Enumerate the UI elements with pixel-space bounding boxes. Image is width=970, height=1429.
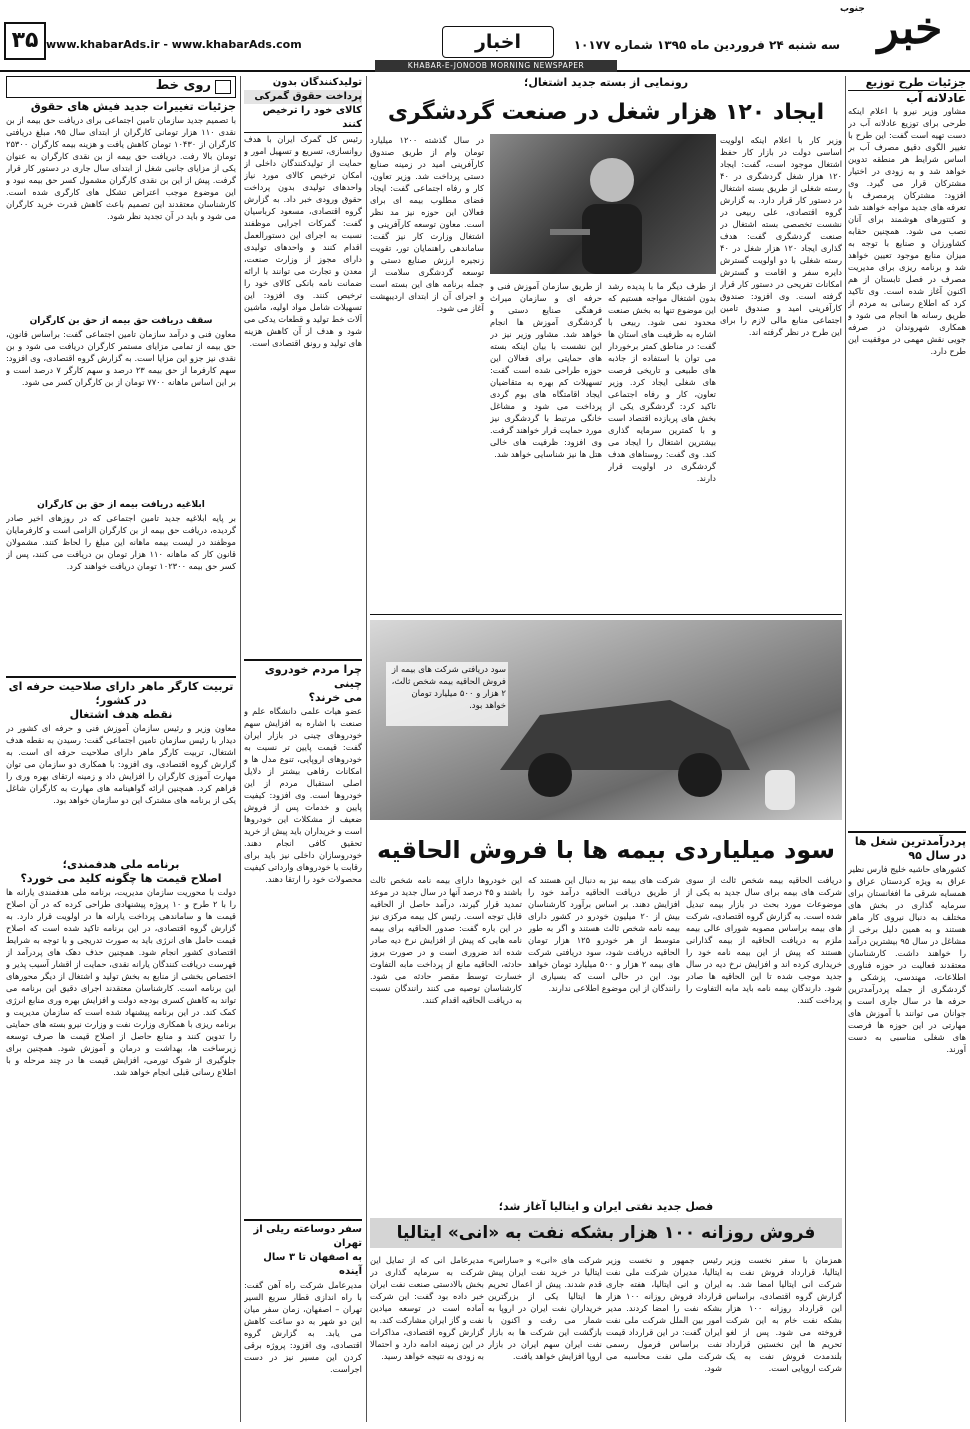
right-col-body-2: کشورهای حاشیه خلیج فارس نظیر عراق به ویژه کردستان عراق و همسایه شرقی ما افغانستان برای سرمایه گذاری در بخش های مختلف به دنبال نیروی کار ماهر هستند و به همین دلیل برخی از مشاغل در سال ۹۵ بیشترین درآمد را خواهند داشت. کارشناسان معتقدند فعالیت در حوزه فناوری اطلاعات، مهندسی، پزشکی و گردشگری از جمله پردرآمدترین حرفه ها در سال جاری است و جوانان می توانند با آموزش های مهارتی در این حوزه ها فرصت های شغلی مناسبی به دست آورند. [848, 864, 966, 1054]
online-box-header [6, 76, 236, 98]
masthead-ribbon: KHABAR-E-JONOOB MORNING NEWSPAPER [375, 60, 617, 72]
column-divider [845, 76, 846, 1422]
column-divider [240, 76, 241, 1422]
website-urls[interactable]: www.khabarAds.ir - www.khabarAds.com [46, 38, 302, 51]
right-col-title-4: در سال ۹۵ [908, 849, 966, 862]
chinese-cars-title-2: می خرند؟ [308, 691, 362, 704]
skilled-worker-title-1: تربیت کارگر ماهر دارای صلاحیت حرفه ای در کشور؛ [6, 676, 236, 708]
payslip-subhead-1: سقف دریافت حق بیمه از حق بن کارگران [29, 316, 213, 326]
oil-body-col-4: مدیرعامل انی که از تمایل این شرکت به سرمایه گذاری در بخش بالادستی صنعت نفت ایران خبر داده بود گفت: این شرکت آماده است در توسعه میادین نفت و گاز ایران مشارکت کند. به گزارش گروه اقتصادی، مذاکرات در این زمینه ادامه دارد و احتمالا به زودی به نتیجه خواهد رسید. [370, 1255, 484, 1361]
chinese-cars-title-1: چرا مردم خودروی چینی [244, 659, 362, 691]
middle-column [244, 76, 362, 1422]
online-box-title: روی خط [155, 78, 211, 93]
page-number: ۳۵ [4, 22, 46, 60]
minister-photo [490, 134, 716, 274]
column-divider [366, 76, 367, 1422]
insurance-body-col-3: این خودروها دارای بیمه نامه شخص ثالث باشند و ۴۵ درصد آنها در سال جدید در موعد تمدید قرار گیرند، درآمد حاصل از الحاقیه قابل توجه است. رئیس کل بیمه مرکزی نیز در این باره گفت: صدور الحاقیه برای بیمه نامه هایی که پیش از افزایش نرخ دیه صادر شده اند ضروری است و در صورت بروز حادثه، الحاقیه مانع از پرداخت مابه التفاوت خسارت توسط مقصر حادثه می شود. کارشناسان توصیه می کنند رانندگان نسبت به دریافت الحاقیه اقدام کنند. [370, 875, 522, 1005]
rail-body: مدیرعامل شرکت راه آهن گفت: با راه اندازی قطار سریع السیر تهران – اصفهان، زمان سفر میان این دو شهر به دو ساعت کاهش می یابد. به گزارش گروه اقتصادی، وی افزود: پروژه برقی کردن این مسیر نیز در دست اجراست. [244, 1280, 362, 1374]
payslip-body-1: با تصمیم جدید سازمان تامین اجتماعی برای دریافت حق بیمه از بن نقدی ۱۱۰ هزار تومانی کارگران از ابتدای سال ۹۵، مبلغ دریافتی کارگران از ۱۰۴۳۰ تومان کاهش یافت و هزینه بیمه کارگران ۲۵۳۰۰ تومان بالا رفت. دریافت حق بیمه از بن نقدی کارگران به عنوان یکی از مزایای جانبی شغل از ابتدای سال جاری در دستور کار قرار گرفت. پیش از این بن نقدی کارگران مشمول کسر حق بیمه نبود و این موضوع موجب اعتراض تشکل های کارگری شده است. کارشناسان معتقدند این تصمیم باعث کاهش قدرت خرید کارگران می شود و باید در آن تجدید نظر شود. [6, 115, 236, 221]
right-column [848, 76, 966, 1422]
insurance-body-col-1: دریافت الحاقیه بیمه شخص ثالث از سوی شرکت های بیمه برای سال جدید به یکی از موضوعات مورد بحث در بازار بیمه تبدیل شده است. به گزارش گروه اقتصادی، شرکت های بیمه براساس مصوبه شورای عالی بیمه ملزم به دریافت الحاقیه از بیمه گذارانی هستند که پیش از این بیمه نامه خود را خریداری کرده اند و افزایش نرخ دیه در سال جدید موجب شده تا این الحاقیه ها صادر شود. دارندگان بیمه نامه باید مابه التفاوت را پرداخت کنند. [686, 875, 842, 1005]
lead-body-col-1: وزیر کار با اعلام اینکه اولویت اساسی دولت در بازار کار حفظ اشتغال موجود است، گفت: ایجاد ۱۲۰ هزار شغل گردشگری در ۴۰ رسته شغلی از طریق بسته اشتغال در دستور کار قرار دارد. به گزارش گروه اقتصادی، علی ربیعی در نشست تخصصی بسته اشتغال در صنعت گردشگری گفت: هدف گذاری ایجاد ۱۲۰ هزار شغل در ۴۰ رسته شغلی با دو اولویت گسترش دایره سفر و اقامت و گسترش امکانات تفریحی در دستور کار قرار گرفته است. وی افزود: صندوق کارآفرینی امید و صندوق تامین اجتماعی منابع مالی لازم را برای این طرح در نظر گرفته اند. [720, 135, 842, 337]
logo-subtitle: جنوب [840, 4, 865, 14]
oil-kicker: فصل جدید نفتی ایران و ایتالیا آغاز شد؛ [498, 1200, 714, 1213]
customs-title-1: تولیدکنندگان بدون [272, 77, 362, 88]
right-col-title-3: پردرآمدترین شغل ها [848, 831, 966, 849]
right-col-title-2: عادلانه آب [906, 91, 966, 105]
right-col-title-1: جزئیات طرح توزیع [848, 76, 966, 91]
section-rule [370, 614, 842, 615]
skilled-worker-body: معاون وزیر و رئیس سازمان آموزش فنی و حرفه ای کشور در دیدار با رئیس سازمان تامین اجتماعی گفت: رسیدن به نقطه هدف اشتغال، تربیت کارگر ماهر دارای صلاحیت حرفه ای است. به گزارش گروه اقتصادی، وی افزود: با همکاری دو سازمان می توان مهارت آموزی کارگران را افزایش داد و زمینه ارتقای بهره وری را فراهم کرد. همچنین ارائه گواهینامه های مهارت به کارگران شاغل یکی از برنامه های مشترک این دو سازمان خواهد بود. [6, 723, 236, 805]
issue-date-line: سه شنبه ۲۴ فروردین ماه ۱۳۹۵ شماره ۱۰۱۷۷ [573, 38, 840, 52]
subsidy-title-2: اصلاح قیمت ها چگونه کلید می خورد؟ [20, 872, 222, 885]
masthead [0, 0, 970, 72]
customs-title-3: کالای خود را ترخیص کنند [244, 104, 362, 133]
oil-body-col-1: همزمان با سفر نخست وزیر ایتالیا، قرارداد فروش نفت به شرکت انی ایتالیا امضا شد. به گزارش گروه اقتصادی، براساس این قرارداد روزانه ۱۰۰ هزار بشکه نفت خام به این شرکت فروخته می شود. پس از لغو تحریم ها این نخستین قرارداد بلندمدت فروش نفت به یک شرکت اروپایی است. [726, 1255, 842, 1373]
rail-title-2: به اصفهان تا ۳ سال آینده [263, 1252, 362, 1277]
lead-headline: ایجاد ۱۲۰ هزار شغل در صنعت گردشگری [387, 100, 825, 125]
right-col-body-1: مشاور وزیر نیرو با اعلام اینکه طرحی برای توزیع عادلانه آب در دست تهیه است گفت: این طرح با تغییر الگوی دقیق مصرف آب بر اساس شرایط هر منطقه تدوین خواهد شد و به زودی در اختیار مشترکان قرار می گیرد. وی افزود: مشترکان پرمصرف با تعرفه های جدید مواجه خواهند شد و کنتورهای هوشمند برای آنان نصب می شود. همچنین حقابه کشاورزان و صنایع با توجه به میزان منابع موجود تعیین خواهد شد و برنامه ریزی برای مدیریت مصرف در فصل تابستان از هم اکنون آغاز شده است. وی تاکید کرد که اطلاع رسانی به مردم از طریق رسانه ها انجام می شود و همکاری شهروندان در صرفه جویی نقش مهمی در موفقیت این طرح دارد. [848, 106, 966, 356]
crash-photo-caption: سود دریافتی شرکت های بیمه از فروش الحاقیه بیمه شخص ثالث، ۲ هزار و ۵۰۰ میلیارد تومان خواهد بود. [386, 662, 508, 726]
oil-body-col-2: رئیس جمهور و نخست وزیر ایتالیا، مدیران شرکت ملی نفت ایران و انی ایتالیا، هفته جاری قرارداد فروش روزانه ۱۰۰ هزار بشکه نفت را امضا کردند. مدیر امور بین الملل شرکت ملی نفت ایران گفت: در این قرارداد قیمت نفت براساس فرمول رسمی شرکت ملی نفت محاسبه می شود. [606, 1255, 722, 1373]
customs-body: رئیس کل گمرک ایران با هدف روانسازی، تسریع و تسهیل امور و حمایت از تولیدکنندگان داخلی از امکان ترخیص کالای مورد نیاز واحدهای تولیدی بدون پرداخت حقوق ورودی خبر داد. به گزارش گروه اقتصادی، مسعود کرباسیان گفت: گمرکات اجرایی موظفند نسبت به اجرای این دستورالعمل اقدام کنند و واحدهای تولیدی دارای مجوز از وزارت صنعت، معدن و تجارت می توانند با ارائه ضمانت نامه بانکی کالای خود را ترخیص کنند. وی افزود: این تسهیلات شامل مواد اولیه، ماشین آلات خط تولید و قطعات یدکی می شود و هدف از آن کاهش هزینه های تولید و رونق اقتصادی است. [244, 134, 362, 348]
newspaper-logo: خبر [877, 3, 943, 54]
left-column [6, 76, 236, 1422]
payslip-body-3: بر پایه ابلاغیه جدید تامین اجتماعی که در روزهای اخیر صادر گردیده، دریافت حق بیمه از بن کارگران الزامی است و کارفرمایان موظفند در لیست بیمه ماهانه این مبلغ را لحاظ کنند. مشمولان قانون کار که ماهانه ۱۱۰ هزار تومان بن دریافت می کنند، پس از کسر حق بیمه ۱۰۲۳۰۰ تومان دریافت خواهند کرد. [6, 513, 236, 571]
oil-headline: فروش روزانه ۱۰۰ هزار بشکه نفت به «انی» ایتالیا [370, 1218, 842, 1248]
chinese-cars-body: عضو هیات علمی دانشگاه علم و صنعت با اشاره به افزایش سهم خودروهای چینی در بازار ایران گفت: قیمت پایین تر نسبت به خودروهای اروپایی، تنوع مدل ها و امکانات رفاهی بیشتر از دلایل اصلی استقبال مردم از این خودروها است. وی افزود: کیفیت پایین و خدمات پس از فروش ضعیف از مشکلات این خودروها است و خریداران باید پیش از خرید تحقیق کافی انجام دهند. خودروسازان داخلی نیز باید برای رقابت با خودروهای وارداتی کیفیت محصولات خود را ارتقا دهند. [244, 706, 362, 884]
subsidy-body: دولت با محوریت سازمان مدیریت، برنامه ملی هدفمندی یارانه ها را با ۲ طرح و ۱۰ پروژه پیشنهادی طراحی کرده که در آن اصلاح قیمت ها و ساماندهی پرداخت یارانه ها در اولویت قرار دارد. به گزارش گروه اقتصادی، در این برنامه تاکید شده است که اصلاح قیمت حامل های انرژی باید به صورت تدریجی و با توجه به شرایط اقتصادی کشور انجام شود. همچنین حذف دهک های پردرآمد از فهرست دریافت کنندگان یارانه نقدی، حمایت از اقشار آسیب پذیر و اختصاص بخشی از منابع به بخش تولید و اشتغال از دیگر محورهای این برنامه است. کارشناسان معتقدند اجرای دقیق این برنامه می تواند به کاهش کسری بودجه دولت و افزایش بهره وری منابع انرژی کمک کند. در این برنامه پیشنهاد شده است که سازمان مدیریت و برنامه ریزی با همکاری وزارت نفت و وزارت نیرو بسته های حمایتی را تدوین کنند و منابع حاصل از اصلاح قیمت ها صرف توسعه زیرساخت ها، بهداشت و درمان و آموزش شود. همچنین برای جلوگیری از شوک تورمی، افزایش قیمت ها در چند مرحله و با اطلاع رسانی قبلی انجام خواهد شد. [6, 887, 236, 1077]
document-icon [215, 80, 231, 94]
lead-kicker: رونمایی از بسته جدید اشتغال؛ [523, 76, 689, 89]
insurance-body-col-2: شرکت های بیمه نیز به دنبال این هستند که از طریق دریافت الحاقیه درآمد خود را افزایش دهند. بر اساس برآورد کارشناسان بیش از ۲۰ میلیون خودرو در کشور دارای بیمه نامه شخص ثالث هستند و اگر به طور متوسط از هر خودرو ۱۲۵ هزار تومان الحاقیه دریافت شود، سود دریافتی شرکت های بیمه ۲ هزار و ۵۰۰ میلیارد تومان خواهد بود. این در حالی است که بسیاری از رانندگان از این موضوع اطلاعی ندارند. [528, 875, 680, 993]
customs-title-2: پرداخت حقوق گمرکی [244, 90, 362, 104]
section-title: اخبار [442, 26, 554, 58]
payslip-title: جزئیات تغییرات جدید فیش های حقوق [30, 100, 236, 113]
oil-body-col-3: شرکت های «انی» و «ساراس» ایتالیا در خرید نفت ایران پیش قدم شدند. پیش از اعمال تحریم ها ایتالیا یکی از بزرگترین خریداران نفت ایران در اروپا به شمار می رفت و اکنون با بازگشت این شرکت ها به بازار نفت ایران سهم ایران در بازار اروپا افزایش خواهد یافت. [488, 1255, 602, 1361]
lead-body-col-3: از طریق سازمان آموزش فنی و حرفه ای و سازمان میراث فرهنگی صنایع دستی و گردشگری آموزش ها انجام خواهد شد. مشاور وزیر نیز در این نشست با بیان اینکه بسته های حمایتی برای فعالان این حوزه طراحی شده است گفت: تسهیلات کم بهره به متقاضیان ایجاد اقامتگاه های بوم گردی پرداخت می شود و مشاغل خانگی مرتبط با گردشگری نیز مورد حمایت قرار خواهند گرفت. وی افزود: ظرفیت های خالی هتل ها نیز شناسایی خواهد شد. [490, 281, 602, 459]
skilled-worker-title-2: نقطه هدف اشتغال [69, 708, 173, 721]
payslip-subhead-2: ابلاغیه دریافت بیمه از حق بن کارگران [37, 500, 205, 510]
subsidy-title-1: برنامه ملی هدفمندی؛ [62, 858, 180, 871]
lead-body-col-4: در سال گذشته ۱۲۰۰ میلیارد تومان وام از طریق صندوق کارآفرینی امید در زمینه صنایع دستی پرداخت شد. وزیر تعاون، کار و رفاه اجتماعی گفت: ایجاد فضای مطلوب بیمه ای برای فعالان این حوزه نیز مد نظر است. معاون توسعه کارآفرینی و اشتغال وزارت کار نیز گفت: ساماندهی راهنمایان تور، تقویت زنجیره ارزش صنایع دستی و توسعه گردشگری سلامت از جمله برنامه های این بسته است و اجرای آن از ابتدای اردیبهشت آغاز می شود. [370, 135, 484, 313]
insurance-headline: سود میلیاردی بیمه ها با فروش الحاقیه [377, 836, 835, 864]
photo-figure-icon [490, 134, 716, 274]
rail-title-1: سفر دوساعته ریلی از تهران [244, 1219, 362, 1251]
lead-body-col-2: از طرف دیگر ما با پدیده رشد بدون اشتغال مواجه هستیم که این موضوع تنها به بخش صنعت محدود نمی شود. ربیعی با اشاره به ظرفیت های استان ها گفت: در مناطق کمتر برخوردار می توان با استفاده از جاذبه های طبیعی و تاریخی فرصت های شغلی ایجاد کرد. وزیر تعاون، کار و رفاه اجتماعی تاکید کرد: گردشگری یکی از بخش های پربازده اقتصاد است و با کمترین سرمایه گذاری بیشترین اشتغال را ایجاد می کند. وی گفت: روستاهای هدف گردشگری در اولویت قرار دارند. [608, 281, 716, 483]
payslip-body-2: معاون فنی و درآمد سازمان تامین اجتماعی گفت: براساس قانون، حق بیمه از تمامی مزایای مستمر کارگران دریافت می شود و بن نقدی نیز جزو این مزایا است. به گزارش گروه اقتصادی، وی افزود: سهم کارفرما از حق بیمه ۲۳ درصد و سهم کارگر ۷ درصد است و بر این اساس ماهانه ۷۷۰۰ تومان از بن کارگران کسر می شود. [6, 329, 236, 387]
